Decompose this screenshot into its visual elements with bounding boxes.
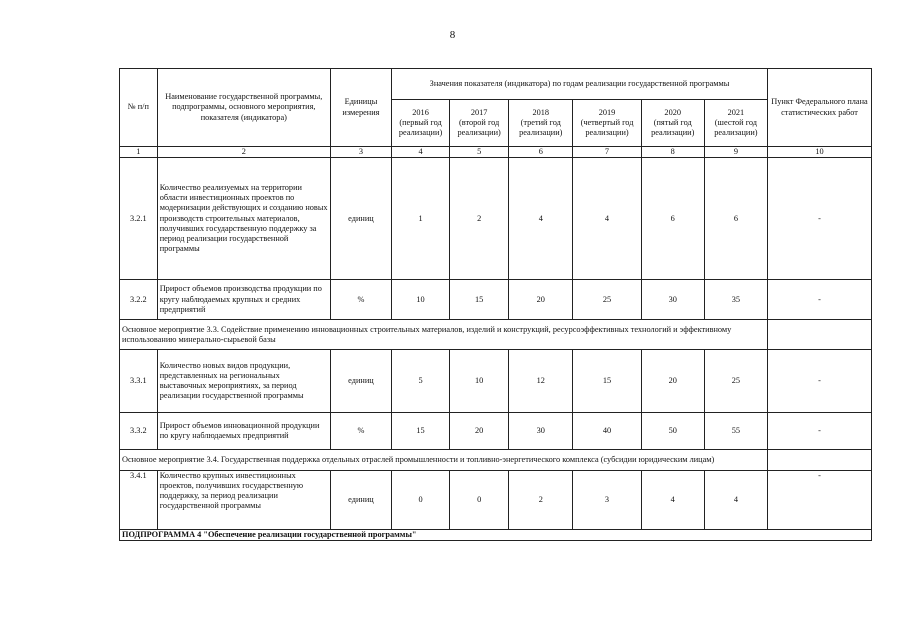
row-unit: единиц <box>330 158 391 280</box>
value-2021: 25 <box>704 350 767 413</box>
section-plan-cell <box>768 320 872 350</box>
row-num: 3.2.2 <box>120 280 158 320</box>
value-2020: 30 <box>641 280 704 320</box>
col-number: 3 <box>330 147 391 158</box>
row-unit: % <box>330 413 391 450</box>
year-label: 2021 <box>727 107 745 117</box>
row-unit: % <box>330 280 391 320</box>
section-row <box>120 320 872 350</box>
row-plan: - <box>768 350 872 413</box>
row-plan: - <box>768 471 872 530</box>
year-label: 2017 <box>470 107 488 117</box>
section-row <box>120 450 872 471</box>
value-2018: 20 <box>509 280 573 320</box>
value-2017: 2 <box>450 158 509 280</box>
table-row <box>120 158 872 280</box>
value-2017: 10 <box>450 350 509 413</box>
year-sub: (третий год реализации) <box>519 117 563 138</box>
value-2020: 4 <box>641 471 704 530</box>
row-name: Прирост объемов производства продукции по кругу наблюдаемых крупных и средних предприятий <box>157 280 330 320</box>
year-label: 2020 <box>664 107 682 117</box>
table-row <box>120 471 872 530</box>
value-2019: 3 <box>573 471 641 530</box>
table-row <box>120 280 872 320</box>
col-number: 7 <box>573 147 641 158</box>
header-year-cell <box>509 100 573 147</box>
col-number: 10 <box>768 147 872 158</box>
row-unit: единиц <box>330 350 391 413</box>
col-number: 5 <box>450 147 509 158</box>
value-2018: 30 <box>509 413 573 450</box>
value-2019: 40 <box>573 413 641 450</box>
header-year-cell <box>450 100 509 147</box>
row-name: Количество крупных инвестиционных проектов, получивших государственную поддержку, за период реализации государственной программы <box>157 471 330 530</box>
value-2021: 6 <box>704 158 767 280</box>
row-num: 3.2.1 <box>120 158 158 280</box>
value-2017: 20 <box>450 413 509 450</box>
year-sub: (шестой год реализации) <box>714 117 758 138</box>
value-2017: 15 <box>450 280 509 320</box>
col-number: 8 <box>641 147 704 158</box>
value-2016: 10 <box>392 280 450 320</box>
col-number: 2 <box>157 147 330 158</box>
year-label: 2016 <box>412 107 429 117</box>
table-row <box>120 350 872 413</box>
header-year-cell <box>641 100 704 147</box>
subprogram-row <box>120 530 872 541</box>
row-plan: - <box>768 158 872 280</box>
value-2020: 6 <box>641 158 704 280</box>
year-sub: (первый год реализации) <box>398 117 443 138</box>
section-title: Основное мероприятие 3.4. Государственная поддержка отдельных отраслей промышленности и топливно-энергетического комплекса (субсидии юридическим лицам) <box>120 450 768 471</box>
row-name: Количество новых видов продукции, представленных на региональных выставочных мероприятиях, за период реализации государственной программы <box>157 350 330 413</box>
year-label: 2019 <box>598 107 616 117</box>
row-num: 3.3.2 <box>120 413 158 450</box>
section-plan-cell <box>768 450 872 471</box>
year-sub: (второй год реализации) <box>457 117 501 138</box>
header-name: Наименование государственной программы, подпрограммы, основного мероприятия, показателя (индикатора) <box>157 69 330 147</box>
value-2017: 0 <box>450 471 509 530</box>
value-2016: 0 <box>392 471 450 530</box>
year-sub: (четвертый год реализации) <box>580 117 634 138</box>
header-year-cell <box>704 100 767 147</box>
value-2021: 4 <box>704 471 767 530</box>
value-2019: 4 <box>573 158 641 280</box>
value-2021: 55 <box>704 413 767 450</box>
row-plan: - <box>768 280 872 320</box>
col-number: 1 <box>120 147 158 158</box>
value-2021: 35 <box>704 280 767 320</box>
value-2016: 15 <box>392 413 450 450</box>
header-year-cell <box>392 100 450 147</box>
header-values-group: Значения показателя (индикатора) по годам реализации государственной программы <box>392 69 768 100</box>
header-plan: Пункт Федерального плана статистических работ <box>768 69 872 147</box>
row-name: Количество реализуемых на территории области инвестиционных проектов по модернизации действующих и созданию новых производств строительных материалов, получивших государственную поддержку за период реализации государственной программы <box>157 158 330 280</box>
header-num: № п/п <box>120 69 158 147</box>
row-num: 3.3.1 <box>120 350 158 413</box>
value-2016: 1 <box>392 158 450 280</box>
year-sub: (пятый год реализации) <box>651 117 695 138</box>
year-label: 2018 <box>532 107 550 117</box>
value-2018: 2 <box>509 471 573 530</box>
column-numbers-row <box>120 147 872 158</box>
col-number: 6 <box>509 147 573 158</box>
value-2018: 12 <box>509 350 573 413</box>
row-num: 3.4.1 <box>120 471 158 530</box>
header-unit: Единицы измерения <box>330 69 391 147</box>
section-title: Основное мероприятие 3.3. Содействие применению инновационных строительных материалов, изделий и конструкций, ресурсоэффективных технологий и эффективному использованию минерально-сырьевой базы <box>120 320 768 350</box>
header-year-cell <box>573 100 641 147</box>
value-2020: 20 <box>641 350 704 413</box>
row-name: Прирост объемов инновационной продукции по кругу наблюдаемых предприятий <box>157 413 330 450</box>
subprogram-title: ПОДПРОГРАММА 4 "Обеспечение реализации государственной программы" <box>120 530 872 541</box>
value-2019: 15 <box>573 350 641 413</box>
col-number: 9 <box>704 147 767 158</box>
value-2016: 5 <box>392 350 450 413</box>
row-plan: - <box>768 413 872 450</box>
table-row <box>120 413 872 450</box>
col-number: 4 <box>392 147 450 158</box>
row-unit: единиц <box>330 471 391 530</box>
page-number: 8 <box>449 29 456 41</box>
value-2020: 50 <box>641 413 704 450</box>
indicators-table <box>119 68 872 541</box>
value-2019: 25 <box>573 280 641 320</box>
value-2018: 4 <box>509 158 573 280</box>
